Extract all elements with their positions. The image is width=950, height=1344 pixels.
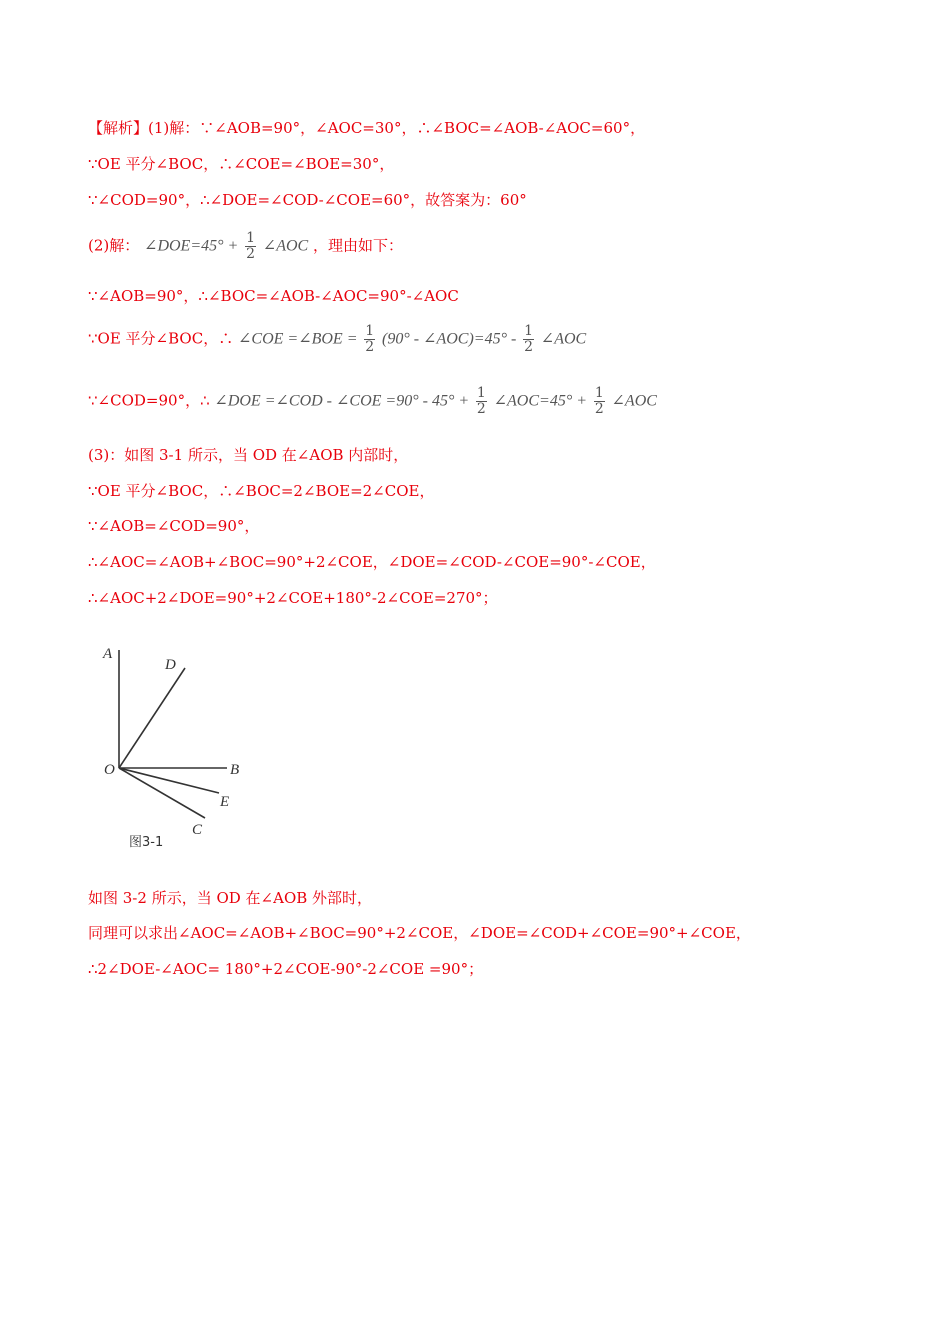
line7-prefix: ∵∠COD=90°，∴ — [88, 391, 210, 410]
solution-line-5: ∵∠AOB=90°，∴∠BOC=∠AOB-∠AOC=90°-∠AOC — [88, 287, 459, 305]
reason-text: ，理由如下： — [312, 236, 403, 255]
formula-part-b: ∠AOC — [262, 237, 309, 255]
solution-line-7 — [88, 386, 657, 417]
part2-label: (2)解： — [88, 236, 140, 255]
ray-oc — [119, 768, 205, 818]
formula-part-a: ∠COE =∠BOE = — [237, 330, 358, 348]
solution-line-10: ∵∠AOB=∠COD=90°， — [88, 517, 260, 535]
fraction-half: $\frac{1}{2}$ — [476, 385, 486, 417]
label-a: A — [103, 646, 113, 662]
formula-part-c: ∠AOC — [540, 330, 587, 348]
solution-line-8: (3)：如图 3-1 所示，当 OD 在∠AOB 内部时， — [88, 446, 409, 464]
label-c: C — [192, 822, 203, 838]
fraction-half: $\frac{1}{2}$ — [594, 385, 604, 417]
solution-line-3: ∵∠COD=90°，∴∠DOE=∠COD-∠COE=60°，故答案为：60° — [88, 191, 527, 209]
solution-line-2: ∵OE 平分∠BOC，∴∠COE=∠BOE=30°， — [88, 155, 395, 173]
solution-line-15: ∴2∠DOE-∠AOC= 180°+2∠COE-90°-2∠COE =90°； — [88, 960, 484, 978]
solution-line-6 — [88, 324, 586, 355]
formula-part-a: ∠DOE =∠COD - ∠COE =90° - 45° + — [214, 392, 470, 410]
line6-prefix: ∵OE 平分∠BOC，∴ — [88, 329, 234, 348]
label-e: E — [220, 794, 230, 810]
formula-part-b: (90° - ∠AOC)=45° - — [381, 330, 517, 348]
label-b: B — [230, 762, 240, 778]
fraction-half: $\frac{1}{2}$ — [524, 323, 533, 355]
solution-line-14: 同理可以求出∠AOC=∠AOB+∠BOC=90°+2∠COE，∠DOE=∠COD+∠COE=90°+∠COE， — [88, 924, 751, 942]
fraction-half: $\frac{1}{2}$ — [246, 230, 256, 262]
solution-line-9: ∵OE 平分∠BOC，∴∠BOC=2∠BOE=2∠COE， — [88, 482, 435, 500]
angle-diagram — [95, 638, 255, 858]
formula-part-a: ∠DOE=45° + — [144, 237, 239, 255]
solution-line-11: ∴∠AOC=∠AOB+∠BOC=90°+2∠COE，∠DOE=∠COD-∠COE=90°-∠COE， — [88, 553, 656, 571]
figure-caption: 图3-1 — [129, 835, 164, 850]
solution-line-1: 【解析】(1)解：∵∠AOB=90°，∠AOC=30°，∴∠BOC=∠AOB-∠AOC=60°， — [88, 119, 646, 137]
angle-figure-3-1 — [95, 638, 255, 858]
label-o: O — [104, 762, 115, 778]
ray-od — [119, 668, 185, 768]
fraction-half: $\frac{1}{2}$ — [365, 323, 375, 355]
label-d: D — [165, 657, 176, 673]
solution-line-12: ∴∠AOC+2∠DOE=90°+2∠COE+180°-2∠COE=270°； — [88, 589, 498, 607]
formula-part-b: ∠AOC=45° + — [493, 392, 588, 410]
formula-part-c: ∠AOC — [611, 392, 657, 410]
solution-line-4 — [88, 231, 403, 262]
ray-oe — [119, 768, 219, 793]
solution-line-13: 如图 3-2 所示，当 OD 在∠AOB 外部时， — [88, 889, 373, 907]
